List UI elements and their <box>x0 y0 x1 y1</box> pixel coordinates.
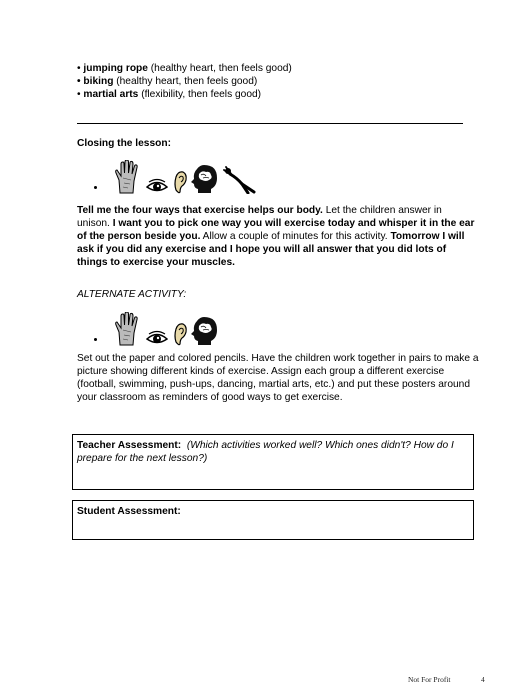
eye-icon <box>146 330 168 346</box>
exercise-name: jumping rope <box>83 63 148 74</box>
stretching-figure-icon <box>222 166 256 194</box>
student-assessment-box[interactable] <box>72 500 474 540</box>
head-icon <box>190 164 218 194</box>
exercise-name: martial arts <box>83 89 139 100</box>
head-icon <box>190 316 218 346</box>
hand-icon <box>114 160 140 194</box>
bullet-dot <box>94 186 97 189</box>
section-divider <box>77 123 463 124</box>
exercise-list <box>77 62 292 101</box>
alternate-heading: ALTERNATE ACTIVITY: <box>77 289 187 300</box>
footer-text: Not For Profit <box>408 675 451 684</box>
list-item: • martial arts (flexibility, then feels good) <box>77 89 262 100</box>
exercise-name: biking <box>83 76 114 87</box>
teacher-assessment-label: Teacher Assessment: <box>77 440 182 451</box>
alternate-paragraph: Set out the paper and colored pencils. Have the children work together in pairs to make a picture showing different kinds of exercise. Assign each group a different exercise (football, swimming, push-ups, dancing, martial arts, etc.) and put these posters around your classroom as reminders of good ways to get exercise. <box>77 353 479 403</box>
exercise-benefit: (healthy heart, then feels good) <box>147 63 292 74</box>
student-assessment-label: Student Assessment: <box>77 506 181 517</box>
closing-heading: Closing the lesson: <box>77 138 171 149</box>
bullet-dot <box>94 338 97 341</box>
page-number: 4 <box>481 675 485 684</box>
exercise-benefit: (flexibility, then feels good) <box>138 89 262 100</box>
teacher-assessment-box[interactable] <box>72 434 474 490</box>
ear-icon <box>172 170 188 194</box>
senses-icons-row <box>114 306 218 346</box>
hand-icon <box>114 312 140 346</box>
teacher-assessment-prompt: (Which activities worked well? Which ones didn't? How do I prepare for the next lesson?) <box>77 440 454 464</box>
ear-icon <box>172 322 188 346</box>
closing-paragraph: Tell me the four ways that exercise helps our body. Let the children answer in unison. I want you to pick one way you will exercise today and whisper it in the ear of the person beside you. Allow a couple of minutes for this activity. Tomorrow I will ask if you did any exercise and I hope you will all answer that you did lots of things to exercise your muscles. <box>77 205 475 268</box>
list-item: • biking (healthy heart, then feels good) <box>77 76 258 87</box>
list-item: • jumping rope (healthy heart, then feels good) <box>77 63 292 74</box>
exercise-benefit: (healthy heart, then feels good) <box>113 76 258 87</box>
eye-icon <box>146 178 168 194</box>
senses-icons-row <box>114 154 256 194</box>
